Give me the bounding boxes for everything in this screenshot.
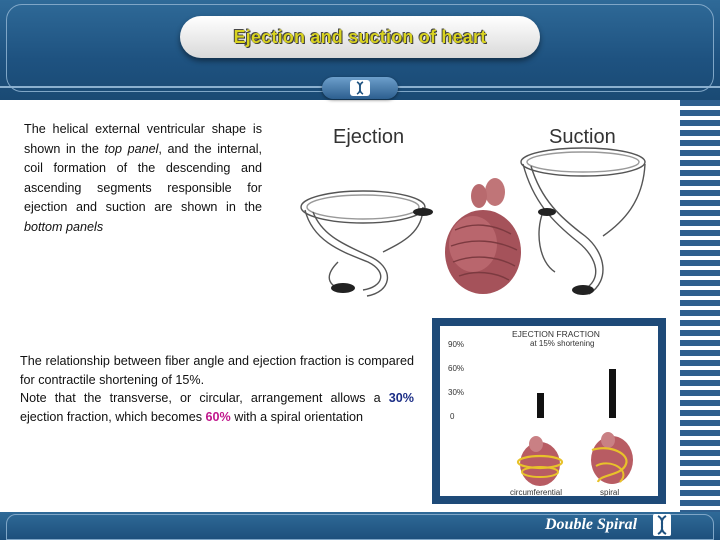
paragraph-text: with a spiral orientation <box>230 409 364 424</box>
chart-title: EJECTION FRACTION <box>512 329 600 339</box>
dna-logo-icon <box>350 80 370 96</box>
ejection-suction-figure <box>283 112 663 308</box>
value-60-percent: 60% <box>205 409 231 424</box>
chart-area <box>440 326 658 496</box>
paragraph-text: The helical external ventricular shape is shown in the <box>24 122 262 156</box>
slide-title: Ejection and suction of heart <box>233 26 487 47</box>
decorative-side-stripes <box>680 100 720 520</box>
y-tick-label: 60% <box>448 364 465 373</box>
paragraph-text: The relationship between fiber angle and ejection fraction is compared for contractile shortening of 15%. <box>20 354 414 387</box>
paragraph-ejection-fraction <box>20 352 414 426</box>
helical-coil-illustration <box>283 112 663 308</box>
emphasis-top-panel: top panel <box>104 141 159 156</box>
heart-band-illustrations <box>440 326 658 496</box>
label-ejection: Ejection <box>333 126 405 148</box>
category-label: circumferential <box>510 488 563 497</box>
y-tick-label: 0 <box>450 412 455 421</box>
title-pill <box>180 16 540 58</box>
chart-subtitle: at 15% shortening <box>530 339 595 348</box>
paragraph-text: Note that the transverse, or circular, arrangement allows a <box>20 391 389 405</box>
header-bar <box>0 0 720 100</box>
header-badge <box>322 77 398 99</box>
paragraph-text: , and the internal, coil formation of the descending and ascending segments responsible for ejection and suction are shown in the <box>24 141 262 215</box>
dna-logo-icon <box>653 514 671 536</box>
emphasis-bottom-panels: bottom panels <box>24 219 104 234</box>
label-suction: Suction <box>549 126 616 148</box>
footer-bar <box>0 512 720 540</box>
value-30-percent: 30% <box>388 391 414 405</box>
paragraph-helical-shape <box>24 120 262 238</box>
ejection-fraction-chart <box>432 318 666 504</box>
footer-title: Double Spiral <box>545 516 638 533</box>
category-label: spiral <box>600 488 620 497</box>
y-tick-label: 90% <box>448 340 465 349</box>
y-tick-label: 30% <box>448 388 465 397</box>
paragraph-text: ejection fraction, which becomes <box>20 409 206 424</box>
